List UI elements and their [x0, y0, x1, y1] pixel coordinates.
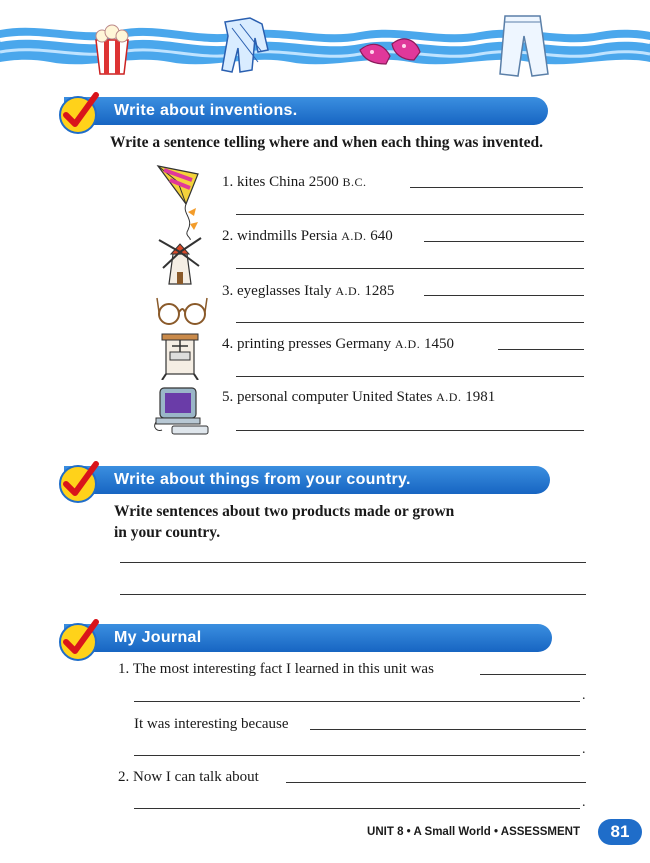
popcorn-icon: [96, 25, 128, 74]
kite-icon: [152, 160, 212, 240]
section-banner-journal: [64, 624, 552, 652]
period-mark: .: [582, 742, 586, 757]
header-wave-art: [0, 0, 650, 80]
page-number: 81: [598, 819, 642, 845]
journal-prompt-2: 2. Now I can talk about: [118, 769, 259, 785]
section-banner-country: [64, 466, 550, 494]
journal-prompt-1: 1. The most interesting fact I learned in this unit was: [118, 661, 434, 677]
answer-line[interactable]: [134, 701, 580, 702]
eyeglasses-icon: [155, 292, 210, 328]
answer-line[interactable]: [310, 729, 586, 730]
invention-item-5: 5. personal computer United States A.D. 1981: [222, 389, 496, 405]
checkmark-icon: [56, 460, 100, 504]
instruction-text: Write a sentence telling where and when each thing was invented.: [110, 134, 543, 151]
invention-item-1: 1. kites China 2500 B.C.: [222, 174, 367, 190]
footer-unit-label: UNIT 8 • A Small World • ASSESSMENT: [367, 826, 580, 838]
section-title: My Journal: [114, 629, 202, 646]
checkmark-icon: [56, 618, 100, 662]
answer-line[interactable]: [480, 674, 586, 675]
answer-line[interactable]: [236, 214, 584, 215]
checkmark-icon: [56, 91, 100, 135]
answer-line[interactable]: [498, 349, 584, 350]
section-title: Write about things from your country.: [114, 471, 411, 488]
answer-line[interactable]: [236, 268, 584, 269]
answer-line[interactable]: [120, 594, 586, 595]
windmill-icon: [155, 234, 205, 286]
answer-line[interactable]: [236, 430, 584, 431]
period-mark: .: [582, 795, 586, 810]
computer-icon: [152, 386, 216, 436]
answer-line[interactable]: [410, 187, 583, 188]
invention-item-4: 4. printing presses Germany A.D. 1450: [222, 336, 454, 352]
printing-press-icon: [158, 330, 202, 380]
answer-line[interactable]: [424, 295, 584, 296]
invention-item-3: 3. eyeglasses Italy A.D. 1285: [222, 283, 395, 299]
section-title: Write about inventions.: [114, 102, 298, 119]
answer-line[interactable]: [134, 808, 580, 809]
journal-prompt-1b: It was interesting because: [134, 716, 289, 732]
section-banner-inventions: [64, 97, 548, 125]
invention-item-2: 2. windmills Persia A.D. 640: [222, 228, 393, 244]
answer-line[interactable]: [236, 376, 584, 377]
answer-line[interactable]: [134, 755, 580, 756]
answer-line[interactable]: [424, 241, 584, 242]
period-mark: .: [582, 688, 586, 703]
answer-line[interactable]: [120, 562, 586, 563]
answer-line[interactable]: [286, 782, 586, 783]
instruction-text: Write sentences about two products made or grown in your country.: [114, 503, 455, 541]
answer-line[interactable]: [236, 322, 584, 323]
